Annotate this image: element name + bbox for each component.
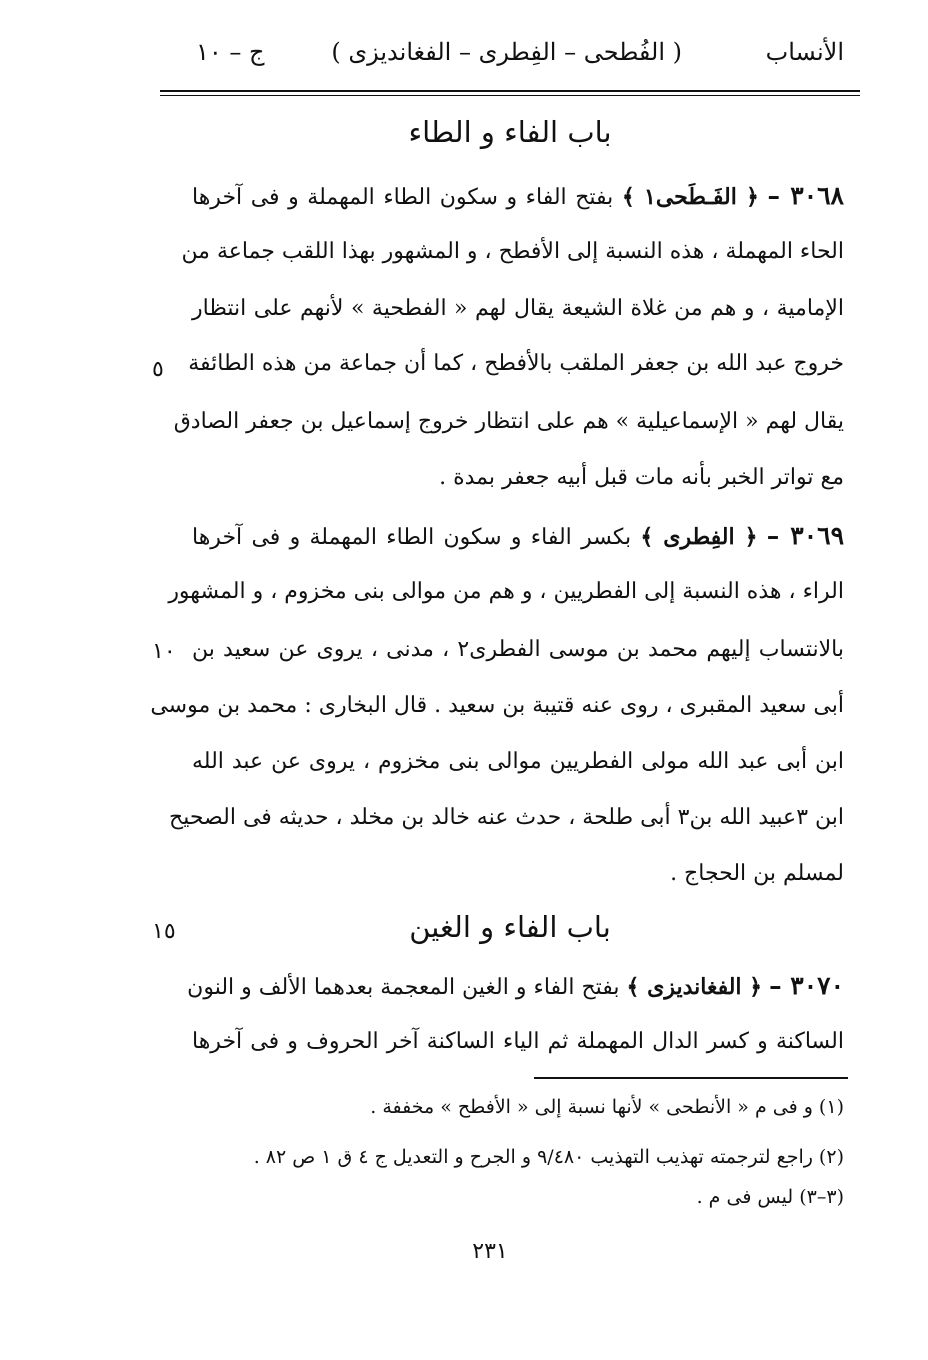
entry-first-line: [187, 966, 844, 1008]
entry-line: بالانتساب إليهم محمد بن موسى الفطرى٢ ، مدنى ، يروى عن سعيد بن: [192, 637, 844, 662]
footnote: (٣–٣) ليس فى م .: [696, 1186, 844, 1208]
header-rule: [160, 90, 860, 92]
entry-text: بفتح الفاء و الغين المعجمة بعدهما الألف و النون: [187, 975, 620, 1000]
entry-line: ابن ٣عبيد الله بن٣ أبى طلحة ، حدث عنه خالد بن مخلد ، حديثه فى الصحيح: [169, 805, 844, 830]
page-number: ٢٣١: [472, 1239, 508, 1264]
section-heading: باب الفاء و الغين: [409, 910, 611, 944]
entry-text: بفتح الفاء و سكون الطاء المهملة و فى آخرها: [192, 185, 614, 210]
entry-line: الحاء المهملة ، هذه النسبة إلى الأفطح ، و المشهور بهذا اللقب جماعة من: [181, 239, 844, 264]
header-rule-thin: [160, 95, 860, 96]
entry-headword: ﴿ الفَـطَحى١ ﴾: [621, 184, 759, 210]
entry-line: خروج عبد الله بن جعفر الملقب بالأفطح ، كما أن جماعة من هذه الطائفة: [188, 351, 844, 376]
entry-headword: ﴿ الفِطرى ﴾: [640, 524, 758, 550]
footnote: (١) و فى م « الأنطحى » لأنها نسبة إلى « الأفطح » مخففة .: [370, 1096, 844, 1118]
margin-line-number: ٥: [152, 357, 164, 382]
entry-line: ابن أبى عبد الله مولى الفطريين موالى بنى مخزوم ، يروى عن عبد الله: [192, 749, 844, 774]
entry-number: ٣٠٧٠ –: [769, 971, 844, 1000]
margin-line-number: ١٥: [152, 919, 176, 944]
entry-line: أبى سعيد المقبرى ، روى عنه قتيبة بن سعيد . قال البخارى : محمد بن موسى: [150, 693, 844, 718]
entry-line: يقال لهم « الإسماعيلية » هم على انتظار خروج إسماعيل بن جعفر الصادق: [173, 409, 844, 434]
header-volume: ج – ١٠: [196, 38, 265, 66]
entry-first-line: [192, 516, 844, 558]
margin-line-number: ١٠: [152, 639, 176, 664]
entry-line: الراء ، هذه النسبة إلى الفطريين ، و هم من موالى بنى مخزوم ، و المشهور: [168, 579, 844, 604]
header-page-topics: ( الفُطحى – الفِطرى – الفغانديزى ): [331, 38, 682, 66]
entry-line: الإمامية ، و هم من غلاة الشيعة يقال لهم « الفطحية » لأنهم على انتظار: [192, 296, 844, 321]
entry-line: مع تواتر الخبر بأنه مات قبل أبيه جعفر بمدة .: [439, 465, 844, 490]
footnote: (٢) راجع لترجمته تهذيب التهذيب ٩/٤٨٠ و الجرح و التعديل ج ٤ ق ١ ص ٨٢ .: [253, 1146, 844, 1168]
section-heading: باب الفاء و الطاء: [408, 115, 612, 149]
entry-first-line: [192, 176, 844, 218]
entry-line: لمسلم بن الحجاج .: [670, 861, 844, 886]
entry-number: ٣٠٦٨ –: [767, 181, 844, 210]
footnote-rule: [534, 1077, 848, 1079]
entry-line: الساكنة و كسر الدال المهملة ثم الياء الساكنة آخر الحروف و فى آخرها: [192, 1029, 844, 1054]
header-book-title: الأنساب: [765, 38, 844, 66]
entry-text: بكسر الفاء و سكون الطاء المهملة و فى آخرها: [192, 525, 632, 550]
entry-number: ٣٠٦٩ –: [766, 521, 845, 550]
entry-headword: ﴿ الفغانديزى ﴾: [626, 974, 763, 1000]
